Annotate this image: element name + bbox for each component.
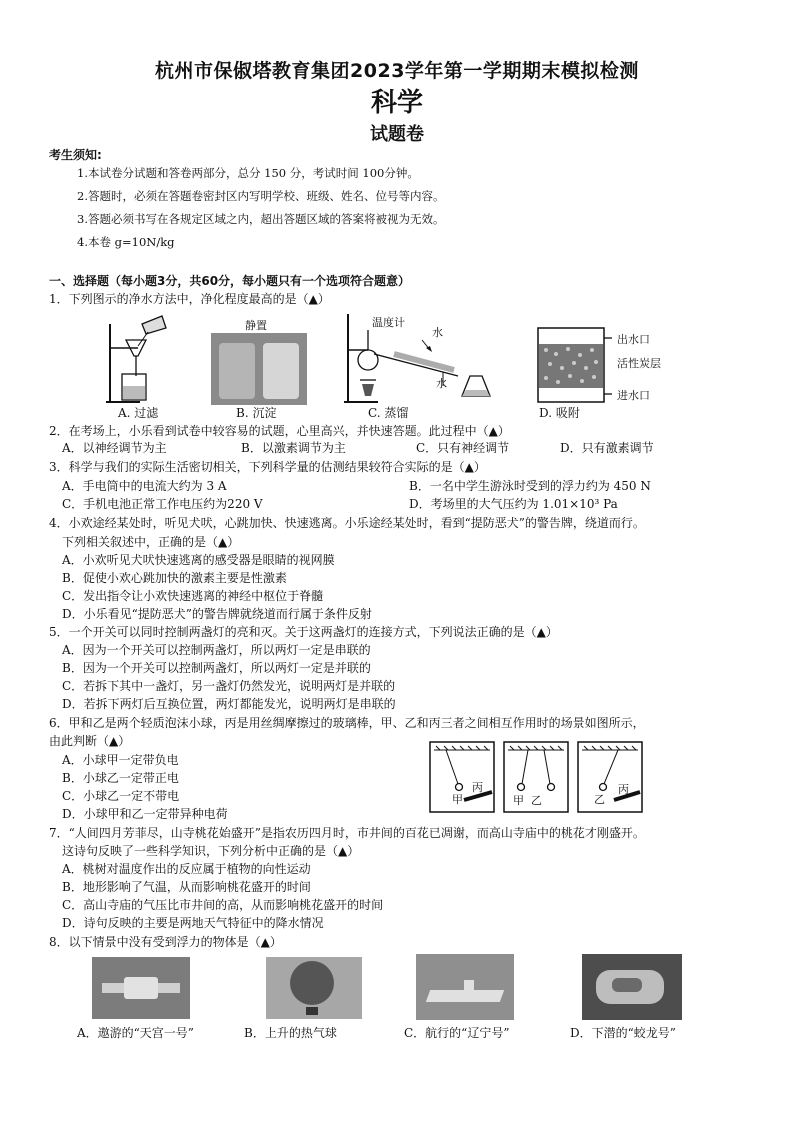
q8-option-d: D．下潜的“蛟龙号” — [570, 1026, 676, 1040]
hot-air-balloon-photo — [266, 957, 362, 1019]
distillation-figure — [338, 310, 503, 406]
settling-photo — [211, 333, 307, 405]
jiaolong-submersible-photo — [582, 954, 682, 1020]
q6-option-b: B．小球乙一定带正电 — [62, 771, 179, 785]
q6-stem-cont: 由此判断（▲） — [49, 734, 131, 748]
q4-option-a: A．小欢听见犬吠快速逃离的感受器是眼睛的视网膜 — [62, 553, 335, 567]
q1-option-c: C. 蒸馏 — [368, 406, 409, 420]
q4-option-c: C．发出指令让小欢快速逃离的神经中枢位于脊髓 — [62, 589, 324, 603]
notice-item: 2.答题时，必须在答题卷密封区内写明学校、班级、姓名、位号等内容。 — [77, 189, 445, 203]
q2-option-c: C．只有神经调节 — [416, 441, 510, 455]
water-bottom-label: 水 — [436, 377, 447, 390]
notice-heading: 考生须知: — [49, 148, 102, 162]
carbon-label: 活性炭层 — [617, 357, 661, 370]
tiangong-photo — [92, 957, 190, 1019]
rod-bing-label: 丙 — [472, 781, 483, 794]
q7-stem-cont: 这诗句反映了一些科学知识，下列分析中正确的是（▲） — [62, 844, 360, 858]
q1-option-b: B. 沉淀 — [236, 406, 277, 420]
q3-option-d: D．考场里的大气压约为 1.01×10³ Pa — [409, 497, 618, 511]
notice-item: 4.本卷 g=10N/kg — [77, 235, 175, 249]
q6-stem: 6．甲和乙是两个轻质泡沫小球，丙是用丝绸摩擦过的玻璃棒，甲、乙和丙三者之间相互作用时的场景如图所示， — [49, 716, 645, 730]
q8-option-b: B．上升的热气球 — [244, 1026, 337, 1040]
filtration-figure — [100, 310, 170, 405]
q4-stem: 4．小欢途经某处时，听见犬吠，心跳加快、快速逃离。小乐途经某处时，看到“提防恶犬”的警告牌，绕道而行。 — [49, 516, 645, 530]
q2-option-d: D．只有激素调节 — [560, 441, 654, 455]
exam-title: 杭州市保俶塔教育集团2023学年第一学期期末模拟检测 — [155, 60, 639, 82]
q7-option-a: A．桃树对温度作出的反应属于植物的向性运动 — [62, 862, 311, 876]
q3-option-b: B．一名中学生游泳时受到的浮力约为 450 N — [409, 479, 651, 493]
paper-subtitle: 试题卷 — [370, 124, 424, 145]
q1-stem: 1．下列图示的净水方法中，净化程度最高的是（▲） — [49, 292, 330, 306]
ball-jia-label: 甲 — [452, 793, 463, 806]
thermometer-label: 温度计 — [372, 316, 405, 329]
q4-option-b: B．促使小欢心跳加快的激素主要是性激素 — [62, 571, 287, 585]
q7-option-d: D．诗句反映的主要是两地天气特征中的降水情况 — [62, 916, 324, 930]
q4-stem-cont: 下列相关叙述中，正确的是（▲） — [62, 535, 240, 549]
q5-option-c: C．若拆下其中一盏灯，另一盏灯仍然发光，说明两灯是并联的 — [62, 679, 396, 693]
section-heading: 一、选择题（每小题3分，共60分，每小题只有一个选项符合题意） — [49, 274, 411, 288]
ball-yi-label: 乙 — [531, 794, 542, 807]
q5-option-a: A．因为一个开关可以控制两盏灯，所以两灯一定是串联的 — [62, 643, 371, 657]
q1-option-d: D. 吸附 — [539, 406, 580, 420]
q4-option-d: D．小乐看见“提防恶犬”的警告牌就绕道而行属于条件反射 — [62, 607, 372, 621]
q7-option-c: C．高山寺庙的气压比市井间的高，从而影响桃花盛开的时间 — [62, 898, 384, 912]
ball-yi-label: 乙 — [594, 793, 605, 806]
ball-jia-label: 甲 — [513, 794, 524, 807]
outlet-label: 出水口 — [617, 333, 650, 346]
q8-option-c: C．航行的“辽宁号” — [404, 1026, 510, 1040]
q8-stem: 8．以下情景中没有受到浮力的物体是（▲） — [49, 935, 282, 949]
notice-item: 1.本试卷分试题和答卷两部分，总分 150 分，考试时间 100分钟。 — [77, 166, 419, 180]
q2-option-a: A．以神经调节为主 — [62, 441, 167, 455]
settle-label: 静置 — [245, 319, 267, 332]
q2-option-b: B．以激素调节为主 — [241, 441, 346, 455]
q5-option-b: B．因为一个开关可以控制两盏灯，所以两灯一定是并联的 — [62, 661, 371, 675]
notice-item: 3.答题必须书写在各规定区域之内，超出答题区域的答案将被视为无效。 — [77, 212, 445, 226]
subject-title: 科学 — [370, 88, 423, 118]
q1-option-a: A. 过滤 — [118, 406, 159, 420]
liaoning-carrier-photo — [416, 954, 514, 1020]
q5-option-d: D．若拆下两灯后互换位置，两灯都能发光，说明两灯是串联的 — [62, 697, 396, 711]
q3-option-c: C．手机电池正常工作电压约为220 V — [62, 497, 263, 511]
q6-option-d: D．小球甲和乙一定带异种电荷 — [62, 807, 228, 821]
q6-option-c: C．小球乙一定不带电 — [62, 789, 180, 803]
water-top-label: 水 — [432, 326, 443, 339]
q7-option-b: B．地形影响了气温，从而影响桃花盛开的时间 — [62, 880, 311, 894]
q5-stem: 5．一个开关可以同时控制两盏灯的亮和灭。关于这两盏灯的连接方式，下列说法正确的是（▲） — [49, 625, 558, 639]
q3-option-a: A．手电筒中的电流大约为 3 A — [62, 479, 227, 493]
inlet-label: 进水口 — [617, 389, 650, 402]
rod-bing-label: 丙 — [618, 783, 629, 796]
q6-option-a: A．小球甲一定带负电 — [62, 753, 179, 767]
q8-option-a: A．遨游的“天宫一号” — [77, 1026, 194, 1040]
q7-stem: 7．“人间四月芳菲尽，山寺桃花始盛开”是指农历四月时，市井间的百花已凋谢，而高山寺庙中的桃花才刚盛开。 — [49, 826, 645, 840]
q3-stem: 3．科学与我们的实际生活密切相关，下列科学量的估测结果较符合实际的是（▲） — [49, 460, 486, 474]
q2-stem: 2．在考场上，小乐看到试卷中较容易的试题，心里高兴，并快速答题。此过程中（▲） — [49, 424, 510, 438]
adsorption-figure — [534, 318, 614, 406]
